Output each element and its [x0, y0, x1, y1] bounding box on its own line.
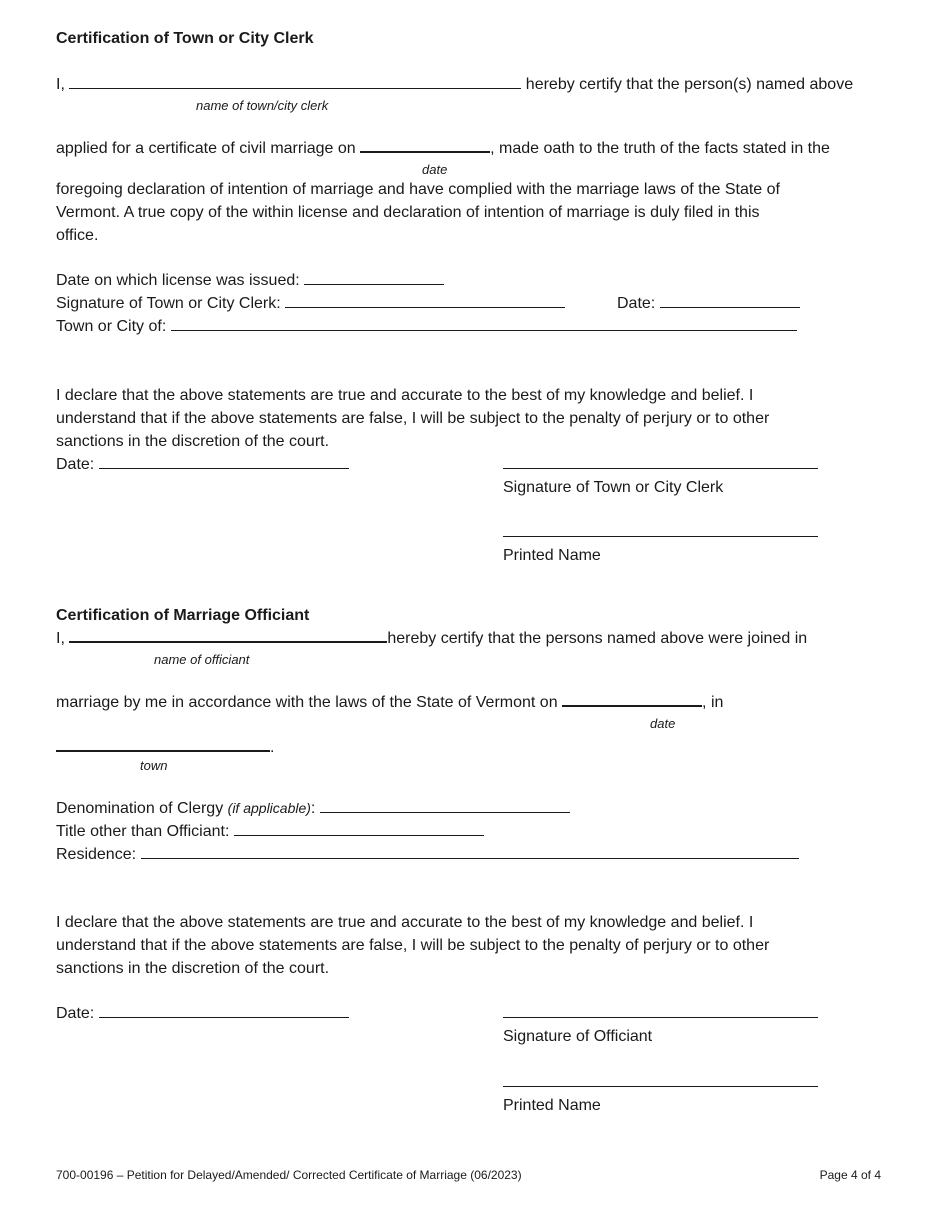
denomination-colon: :	[310, 800, 316, 817]
officiant-declare-date-row	[56, 1006, 349, 1022]
clerk-signature-field[interactable]	[285, 306, 565, 308]
clerk-heading: Certification of Town or City Clerk	[56, 30, 314, 47]
clerk-declare-line3: sanctions in the discretion of the court.	[56, 433, 330, 450]
denomination-field[interactable]	[320, 811, 570, 813]
town-city-label: Town or City of:	[56, 318, 167, 335]
clerk-para-line2: Vermont. A true copy of the within license and declaration of intention of marriage is duly filed in this	[56, 204, 760, 221]
license-issued-row	[56, 273, 444, 289]
title-row	[56, 824, 484, 840]
officiant-name-caption: name of officiant	[154, 652, 250, 667]
officiant-declare-date-label: Date:	[56, 1005, 95, 1022]
officiant-signature-field[interactable]	[503, 1016, 818, 1018]
clerk-declare-signature-field[interactable]	[503, 467, 818, 469]
officiant-town-line	[56, 740, 274, 756]
clerk-para-line1: foregoing declaration of intention of marriage and have complied with the marriage laws of the State of	[56, 181, 780, 198]
clerk-signature-label: Signature of Town or City Clerk:	[56, 295, 281, 312]
title-field[interactable]	[234, 834, 484, 836]
officiant-declare-line1: I declare that the above statements are true and accurate to the best of my knowledge and belief. I	[56, 914, 754, 931]
clerk-applied-text: applied for a certificate of civil marriage on	[56, 140, 356, 157]
officiant-marriage-date-field[interactable]	[562, 704, 702, 707]
denomination-row	[56, 801, 570, 817]
officiant-in-text: , in	[702, 694, 724, 711]
clerk-certify-line	[56, 77, 853, 93]
residence-label: Residence:	[56, 846, 137, 863]
clerk-printed-caption: Printed Name	[503, 547, 601, 564]
clerk-declare-date-row	[56, 457, 349, 473]
officiant-declare-date-field[interactable]	[99, 1016, 349, 1018]
clerk-oath-text: , made oath to the truth of the facts stated in the	[490, 140, 830, 157]
officiant-town-caption: town	[140, 758, 168, 773]
denomination-label: Denomination of Clergy	[56, 800, 224, 817]
residence-field[interactable]	[141, 857, 799, 859]
officiant-declare-line2: understand that if the above statements are false, I will be subject to the penalty of perjury or to other	[56, 937, 770, 954]
license-issued-label: Date on which license was issued:	[56, 272, 300, 289]
residence-row	[56, 847, 799, 863]
officiant-printed-name-field[interactable]	[503, 1085, 818, 1087]
officiant-date-caption: date	[650, 716, 676, 731]
officiant-sig-caption: Signature of Officiant	[503, 1028, 653, 1045]
clerk-printed-name-field[interactable]	[503, 535, 818, 537]
officiant-town-period: .	[270, 739, 275, 756]
town-city-field[interactable]	[171, 329, 797, 331]
footer-page-number: Page 4 of 4	[819, 1168, 881, 1182]
officiant-name-field[interactable]	[69, 640, 387, 643]
clerk-applied-line	[56, 141, 830, 157]
denomination-note: (if applicable)	[227, 800, 311, 816]
clerk-para-line3: office.	[56, 227, 99, 244]
clerk-sign-date-row	[617, 296, 800, 312]
clerk-date-label: Date:	[617, 295, 656, 312]
clerk-certify-text: hereby certify that the person(s) named above	[525, 76, 854, 93]
officiant-certify-text: hereby certify that the persons named above were joined in	[387, 630, 808, 647]
clerk-signature-row	[56, 296, 565, 312]
clerk-sig-caption: Signature of Town or City Clerk	[503, 479, 724, 496]
officiant-printed-line	[503, 1075, 818, 1091]
officiant-marriage-line	[56, 695, 723, 711]
clerk-name-caption: name of town/city clerk	[196, 98, 329, 113]
clerk-declare-date-label: Date:	[56, 456, 95, 473]
license-issued-field[interactable]	[304, 283, 444, 285]
officiant-heading: Certification of Marriage Officiant	[56, 607, 310, 624]
clerk-name-field[interactable]	[69, 87, 521, 89]
clerk-declare-line2: understand that if the above statements are false, I will be subject to the penalty of perjury or to other	[56, 410, 770, 427]
officiant-marriage-text: marriage by me in accordance with the laws of the State of Vermont on	[56, 694, 558, 711]
officiant-certify-line	[56, 631, 807, 647]
officiant-i-prefix: I,	[56, 630, 65, 647]
officiant-declare-line3: sanctions in the discretion of the court.	[56, 960, 330, 977]
title-label: Title other than Officiant:	[56, 823, 230, 840]
clerk-date-caption: date	[422, 162, 448, 177]
clerk-sign-date-field[interactable]	[660, 306, 800, 308]
clerk-i-prefix: I,	[56, 76, 65, 93]
officiant-printed-caption: Printed Name	[503, 1097, 601, 1114]
officiant-town-field[interactable]	[56, 749, 270, 752]
footer-form-id: 700-00196 – Petition for Delayed/Amended/ Corrected Certificate of Marriage (06/2023)	[56, 1168, 522, 1182]
clerk-applied-date-field[interactable]	[360, 150, 490, 153]
clerk-signature-line	[503, 457, 818, 473]
clerk-declare-line1: I declare that the above statements are true and accurate to the best of my knowledge and belief. I	[56, 387, 754, 404]
officiant-signature-line	[503, 1006, 818, 1022]
clerk-printed-line	[503, 525, 818, 541]
town-city-row	[56, 319, 797, 335]
clerk-declare-date-field[interactable]	[99, 467, 349, 469]
